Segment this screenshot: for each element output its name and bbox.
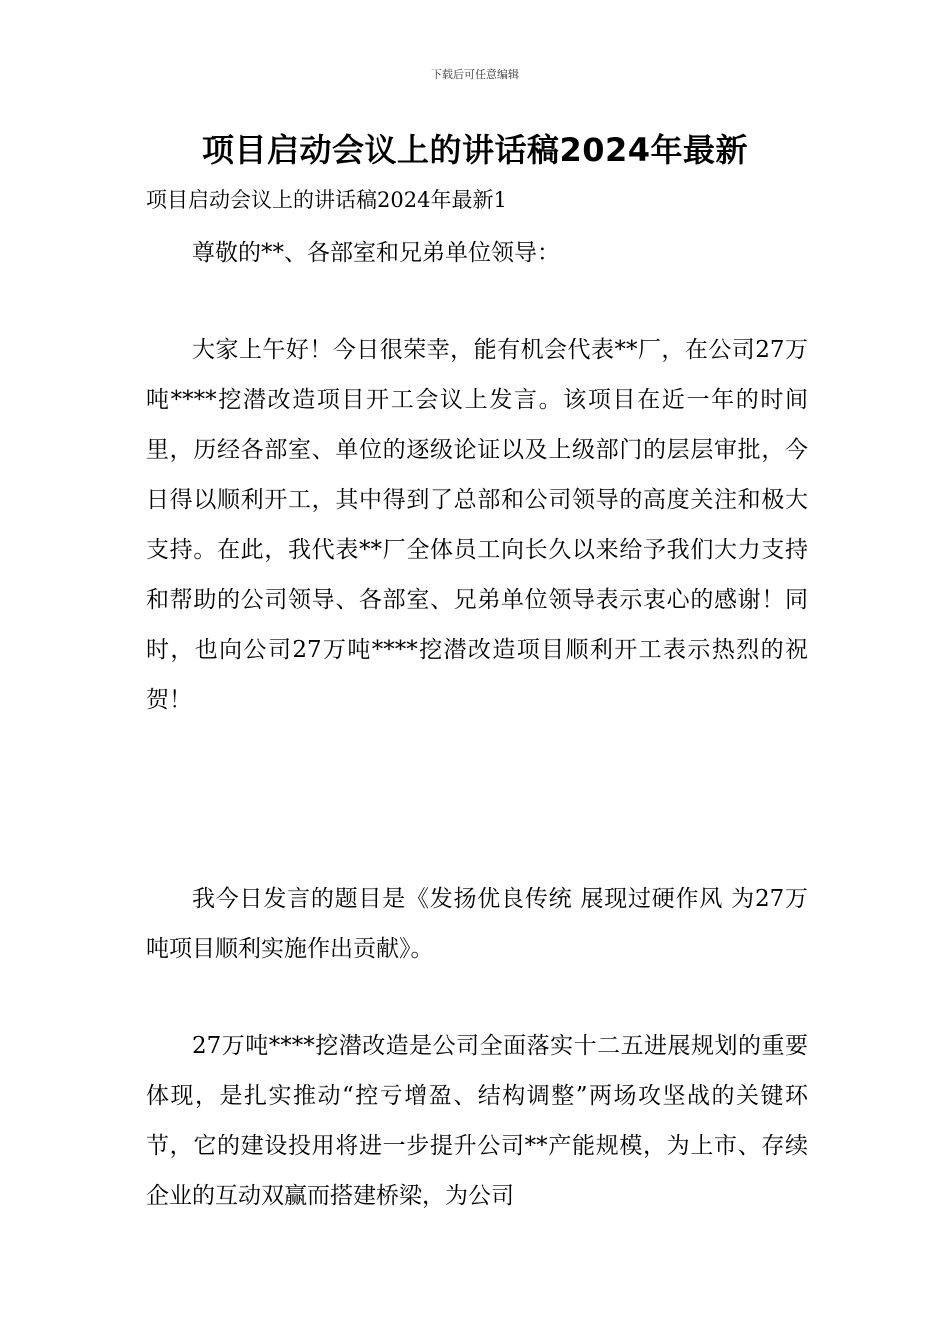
- document-title: 项目启动会议上的讲话稿2024年最新: [201, 131, 749, 169]
- body-paragraph: 我今日发言的题目是《发扬优良传统 展现过硬作风 为27万吨项目顺利实施作出贡献》。: [146, 886, 808, 962]
- header-note: 下载后可任意编辑: [431, 68, 519, 81]
- body-paragraph: 大家上午好！今日很荣幸，能有机会代表**厂，在公司27万吨****挖潜改造项目开工会议上发言。该项目在近一年的时间里，历经各部室、单位的逐级论证以及上级部门的层层审批，今日得以顺利开工，其中得到了总部和公司领导的高度关注和极大支持。在此，我代表**厂全体员工向长久以来给予我们大力支持和帮助的公司领导、各部室、兄弟单位领导表示衷心的感谢！同时，也向公司27万吨****挖潜改造项目顺利开工表示热烈的祝贺！: [146, 337, 808, 713]
- greeting-paragraph: 尊敬的**、各部室和兄弟单位领导：: [192, 240, 560, 266]
- document-subtitle: 项目启动会议上的讲话稿2024年最新1: [146, 188, 507, 212]
- body-paragraph: 27万吨****挖潜改造是公司全面落实十二五进展规划的重要体现，是扎实推动“控亏增盈、结构调整”两场攻坚战的关键环节，它的建设投用将进一步提升公司**产能规模，为上市、存续企业的互动双赢而搭建桥梁，为公司: [146, 1033, 808, 1209]
